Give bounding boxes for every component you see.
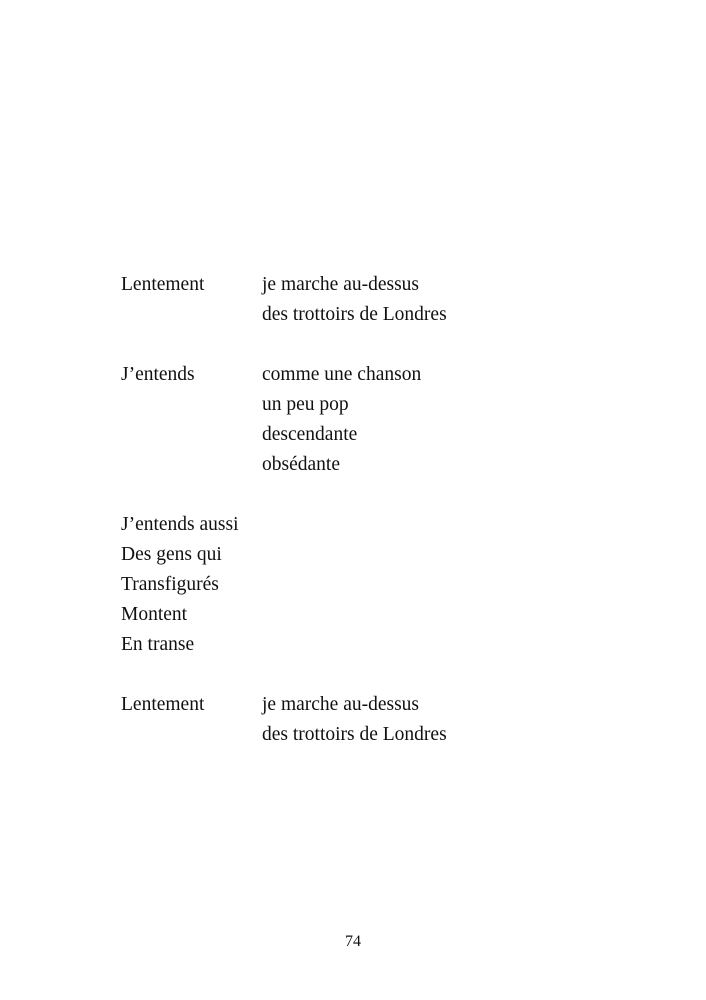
- line-lead-word: J’entends: [121, 364, 195, 385]
- line-indent: [121, 720, 262, 750]
- poem-line: [121, 690, 601, 720]
- stanza-2: [121, 360, 601, 480]
- stanza-3: [121, 510, 601, 660]
- line-text: je marche au-dessus: [262, 694, 420, 715]
- line-lead-word: Lentement: [121, 694, 205, 715]
- line-indent: [121, 420, 262, 450]
- poem-line: [121, 600, 601, 630]
- line-text: Montent: [121, 604, 188, 625]
- poem-line: [121, 450, 601, 480]
- poem-line: [121, 630, 601, 660]
- poem-line: [121, 390, 601, 420]
- line-text: J’entends aussi: [121, 514, 239, 535]
- stanza-1: [121, 270, 601, 330]
- page-number: 74: [345, 933, 361, 950]
- poem-line: [121, 420, 601, 450]
- line-text: un peu pop: [262, 394, 349, 415]
- poem-line: [121, 360, 601, 390]
- line-text: descendante: [262, 424, 358, 445]
- line-indent: [121, 300, 262, 330]
- line-text: je marche au-dessus: [262, 274, 420, 295]
- line-text: des trottoirs de Londres: [262, 304, 447, 325]
- line-indent: [121, 390, 262, 420]
- stanza-4: [121, 690, 601, 750]
- line-lead-word: Lentement: [121, 274, 205, 295]
- poem-line: [121, 510, 601, 540]
- line-indent: [121, 450, 262, 480]
- line-text: En transe: [121, 634, 195, 655]
- poem-line: [121, 570, 601, 600]
- poem: [121, 270, 601, 780]
- line-text: des trottoirs de Londres: [262, 724, 447, 745]
- poem-line: [121, 270, 601, 300]
- poem-line: [121, 300, 601, 330]
- line-text: obsédante: [262, 454, 340, 475]
- poem-line: [121, 540, 601, 570]
- line-text: Des gens qui: [121, 544, 222, 565]
- poem-line: [121, 720, 601, 750]
- line-text: comme une chanson: [262, 364, 422, 385]
- line-text: Transfigurés: [121, 574, 219, 595]
